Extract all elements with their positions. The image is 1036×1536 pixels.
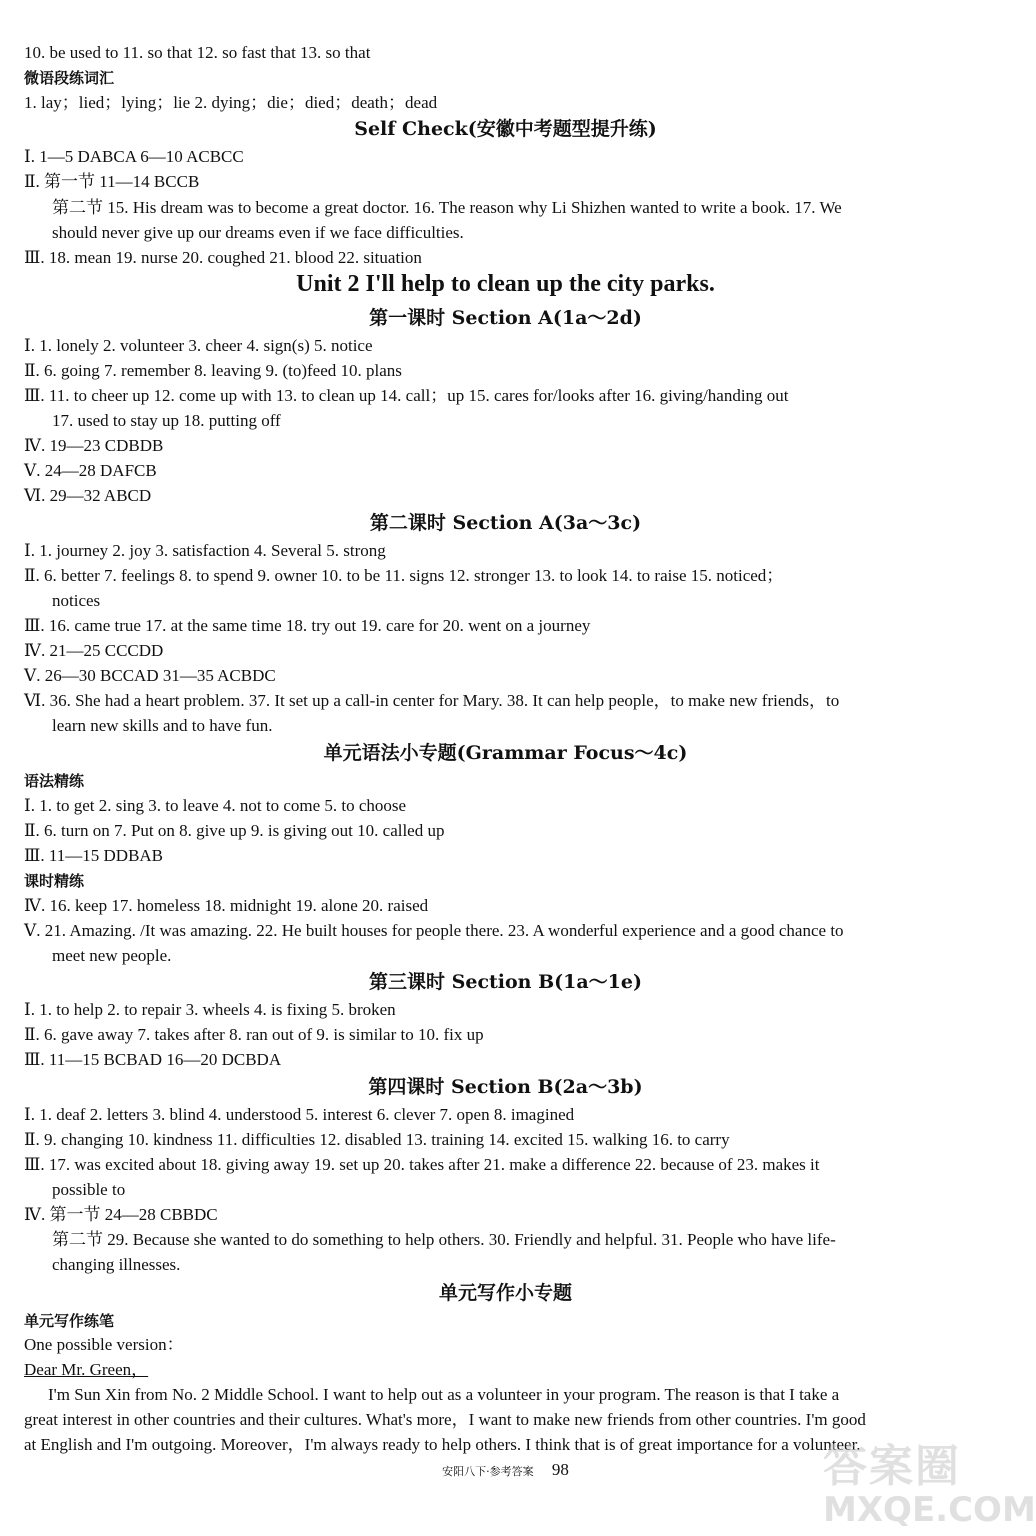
text-line: Ⅱ. 6. better 7. feelings 8. to spend 9. owner 10. to be 11. signs 12. stronger 13. to look 14. to raise 15. noticed； — [24, 566, 784, 585]
text-line: Ⅰ. 1. to get 2. sing 3. to leave 4. not to come 5. to choose — [24, 796, 407, 815]
sub-heading: 单元写作练笔 — [24, 1312, 115, 1330]
text-line: meet new people. — [52, 946, 172, 965]
text-line: Ⅴ. 21. Amazing. /It was amazing. 22. He built houses for people there. 23. A wonderful experience and a good chance to — [24, 921, 844, 940]
text-line: Ⅰ. 1—5 DABCA 6—10 ACBCC — [24, 147, 244, 166]
sub-heading: 语法精练 — [24, 772, 85, 790]
text-line: Ⅳ. 16. keep 17. homeless 18. midnight 19. alone 20. raised — [24, 896, 429, 915]
unit-title: Unit 2 I'll help to clean up the city parks. — [296, 271, 715, 297]
text-line: Ⅱ. 6. turn on 7. Put on 8. give up 9. is giving out 10. called up — [24, 821, 445, 840]
text-line: Ⅰ. 1. journey 2. joy 3. satisfaction 4. Several 5. strong — [24, 541, 386, 560]
section-heading: 单元写作小专题 — [438, 1282, 572, 1304]
text-line: Ⅵ. 36. She had a heart problem. 37. It set up a call-in center for Mary. 38. It can help people，to make new friends，to — [24, 691, 840, 710]
text-line: Ⅰ. 1. to help 2. to repair 3. wheels 4. is fixing 5. broken — [24, 1000, 396, 1019]
text-line: Ⅱ. 第一节 11—14 BCCB — [24, 172, 200, 191]
section-heading: 单元语法小专题(Grammar Focus～4c) — [323, 742, 688, 764]
text-line: I'm Sun Xin from No. 2 Middle School. I want to help out as a volunteer in your program. The reason is that I take a — [48, 1385, 840, 1404]
text-line: Ⅳ. 19—23 CDBDB — [24, 436, 164, 455]
page-number: 98 — [551, 1460, 569, 1479]
text-line: Ⅳ. 21—25 CCCDD — [24, 641, 164, 660]
text-line: Ⅱ. 6. going 7. remember 8. leaving 9. (to)feed 10. plans — [24, 361, 402, 380]
section-heading: 第一课时 Section A(1a～2d) — [369, 307, 642, 329]
section-heading: 第四课时 Section B(2a～3b) — [368, 1076, 643, 1098]
text-line: Ⅱ. 9. changing 10. kindness 11. difficulties 12. disabled 13. training 14. excited 15. walking 16. to carry — [24, 1130, 730, 1149]
text-line: changing illnesses. — [52, 1255, 181, 1274]
text-line: notices — [52, 591, 101, 610]
text-line: Ⅰ. 1. deaf 2. letters 3. blind 4. understood 5. interest 6. clever 7. open 8. imagined — [24, 1105, 575, 1124]
book-label: 安阳八下·参考答案 — [442, 1465, 534, 1478]
text-line: 第二节 15. His dream was to become a great doctor. 16. The reason why Li Shizhen wanted to write a book. 17. We — [52, 198, 842, 217]
text-line: Ⅵ. 29—32 ABCD — [24, 486, 152, 505]
text-line: possible to — [52, 1180, 126, 1199]
text-line: Ⅳ. 第一节 24—28 CBBDC — [24, 1205, 218, 1224]
text-line: learn new skills and to have fun. — [52, 716, 273, 735]
section-heading: 第三课时 Section B(1a～1e) — [369, 971, 642, 993]
text-line: 17. used to stay up 18. putting off — [52, 411, 281, 430]
text-line: Ⅲ. 18. mean 19. nurse 20. coughed 21. blood 22. situation — [24, 248, 422, 267]
watermark-glyphs: 答案圈 — [823, 1441, 961, 1492]
text-line: great interest in other countries and their cultures. What's more，I want to make new friends from other countries. I'm good — [24, 1410, 866, 1429]
sub-heading: 微语段练词汇 — [24, 69, 115, 87]
watermark-url: MXQE.COM — [823, 1490, 1036, 1530]
text-line: Ⅴ. 24—28 DAFCB — [24, 461, 157, 480]
text-line: 10. be used to 11. so that 12. so fast that 13. so that — [24, 43, 371, 62]
text-line: Ⅴ. 26—30 BCCAD 31—35 ACBDC — [24, 666, 276, 685]
text-line: 1. lay；lied；lying；lie 2. dying；die；died；death；dead — [24, 93, 438, 112]
text-line: Ⅲ. 11—15 DDBAB — [24, 846, 164, 865]
text-line: Ⅱ. 6. gave away 7. takes after 8. ran out of 9. is similar to 10. fix up — [24, 1025, 484, 1044]
text-line: One possible version： — [24, 1335, 184, 1354]
text-line: Ⅰ. 1. lonely 2. volunteer 3. cheer 4. sign(s) 5. notice — [24, 336, 373, 355]
text-line: Ⅲ. 16. came true 17. at the same time 18. try out 19. care for 20. went on a journey — [24, 616, 591, 635]
text-line: should never give up our dreams even if we face difficulties. — [52, 223, 464, 242]
text-line: at English and I'm outgoing. Moreover，I'm always ready to help others. I think that is of great importance for a volunteer. — [24, 1435, 861, 1454]
letter-salutation: Dear Mr. Green， — [24, 1360, 149, 1379]
section-heading: 第二课时 Section A(3a～3c) — [369, 512, 642, 534]
watermark-logo — [823, 1430, 1036, 1530]
text-line: Ⅲ. 17. was excited about 18. giving away 19. set up 20. takes after 21. make a difference 22. because of 23. makes it — [24, 1155, 820, 1174]
text-line: Ⅲ. 11. to cheer up 12. come up with 13. to clean up 14. call；up 15. cares for/looks after 16. giving/handing out — [24, 386, 789, 405]
sub-heading: 课时精练 — [24, 872, 85, 890]
text-line: Ⅲ. 11—15 BCBAD 16—20 DCBDA — [24, 1050, 282, 1069]
section-heading: Self Check(安徽中考题型提升练) — [354, 118, 657, 140]
text-line: 第二节 29. Because she wanted to do something to help others. 30. Friendly and helpful. 31. People who have life- — [52, 1230, 836, 1249]
